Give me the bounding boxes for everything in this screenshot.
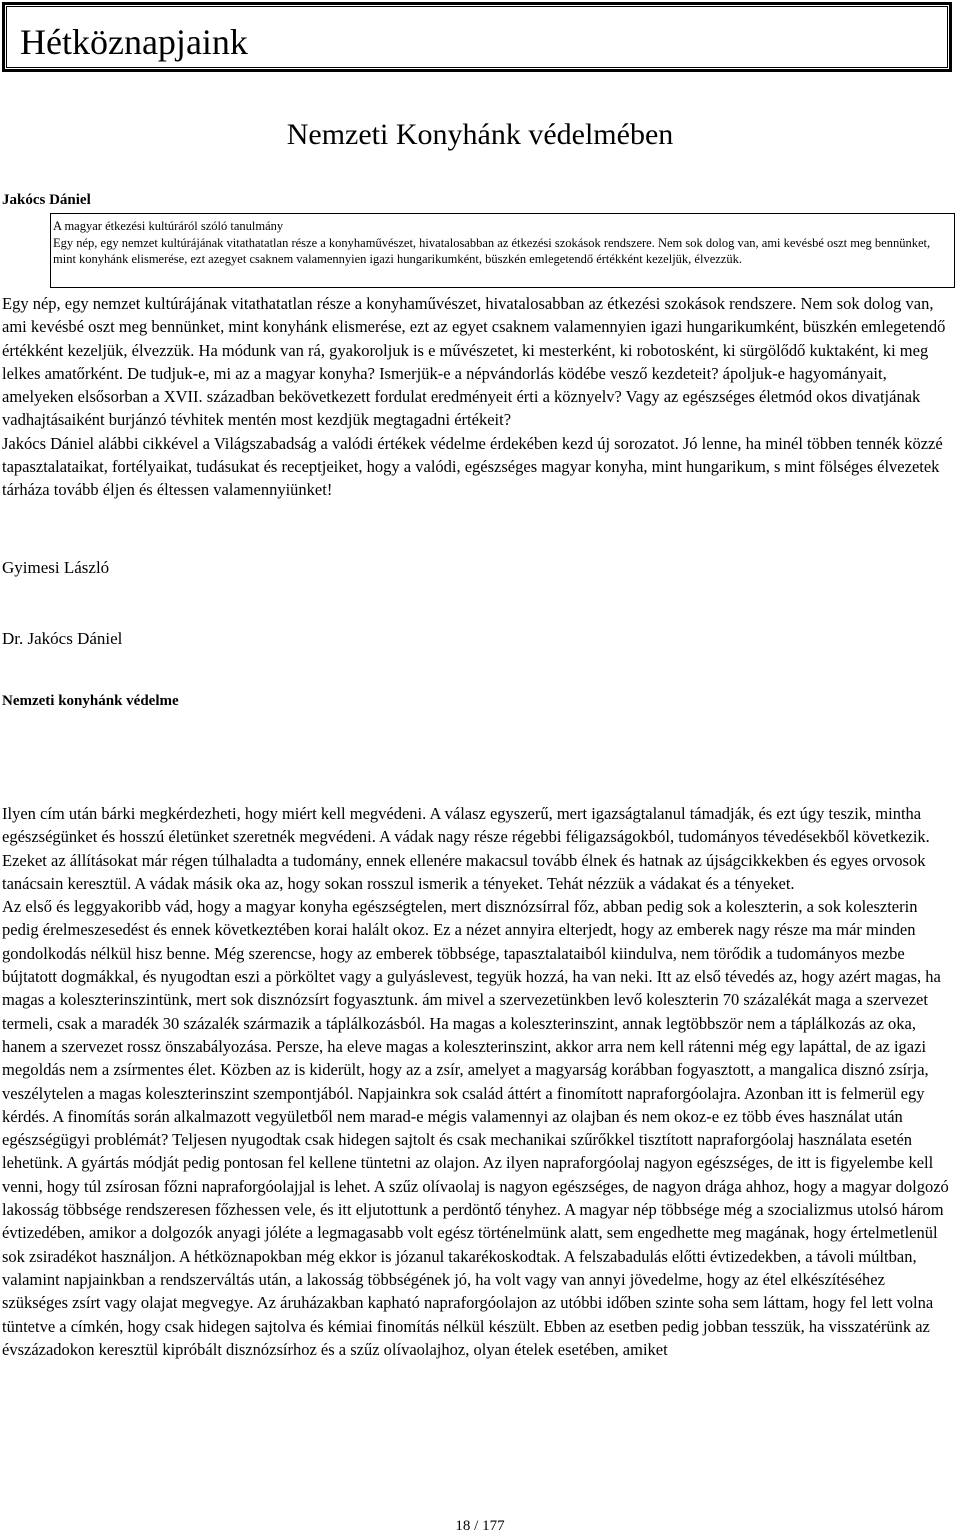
intro-text — [2, 292, 952, 502]
body-paragraph: Az első és leggyakoribb vád, hogy a magyar konyha egészségtelen, mert disznózsírral főz, abban pedig sok a koleszterin, a sok koleszterin pedig érelmeszesedést és ennek következtében korai halált okoz. Ez a nézet annyira elterjedt, hogy az emberek nagy része ma már minden gondolkodás nélkül hisz benne. Még szerencse, hogy az emberek többsége, tapasztalataiból kiindulva, nem törődik a tudományos mezbe bújtatott dogmákkal, és nyugodtan eszi a pörköltet vagy a gulyáslevest, tegyük hozzá, ha van neki. Itt az első tévedés az, hogy azért magas, ha magas a koleszterinszintünk, mert sok disznózsírt fogyasztunk. ám mivel a szervezetünkben levő koleszterin 70 százalékát maga a szervezet termeli, csak a maradék 30 százalék származik a táplálkozásból. Ha magas a koleszterinszint, annak legtöbbször nem a táplálkozás az oka, hanem a szervezet rossz önszabályozása. Persze, ha eleve magas a koleszterinszint, akkor arra nem kell rátenni még egy lapáttal, de az igazi megoldás nem a zsírmentes élet. Közben az is kiderült, hogy az a zsír, amelyet a magyarság korábban fogyasztott, a mangalica disznó zsírja, veszélytelen a magas koleszterinszint szempontjából. Napjainkra sok család áttért a finomított napraforgóolajra. Azonban itt is felmerül egy kérdés. A finomítás során alkalmazott vegyületből nem marad-e mégis valamennyi az olajban és nem okoz-e ez több éves használat után egészségügyi problémát? Teljesen nyugodtak csak hidegen sajtolt és csak mechanikai szűrőkkel tisztított napraforgóolaj használata esetén lehetünk. A gyártás módját pedig pontosan fel kellene tüntetni az olajon. Az ilyen napraforgóolaj nagyon egészséges, de itt is figyelembe kell venni, hogy túl zsírosan főzni napraforgóolajjal is lehet. A szűz olívaolaj is nagyon egészséges, de nagyon drága ahhoz, hogy a magyar dolgozó lakosság többsége rendszeresen főzhessen vele, és itt eljutottunk a perdöntő tényhez. A magyar nép többsége még a szocializmus utolsó három évtizedében, amikor a dolgozók anyagi jóléte a legmagasabb volt egész történelmünk alatt, sem engedhette meg magának, hogy értelmetlenül sok zsiradékot használjon. A hétköznapokban még ekkor is józanul takarékoskodtak. A felszabadulás előtti évtizedekben, a távoli múltban, valamint napjainkban a rendszerváltás után, a lakosság többségének jó, ha volt vagy van annyi jövedelme, hogy az étel elkészítéséhez szükséges zsírt vagy olajat megvegye. Az áruházakban kapható napraforgóolajon az utóbbi időben szinte soha sem láttam, hogy fel lett volna tüntetve a címkén, hogy csak hidegen sajtolva és kémiai finomítás nélkül készült. Ebben az esetben pedig jobban tesszük, ha visszatérünk az évszázadokon keresztül kipróbált disznózsírhoz és a szűz olívaolajhoz, olyan ételek esetében, amiket — [2, 897, 949, 1359]
lead-heading: A magyar étkezési kultúráról szóló tanulmány — [53, 219, 284, 233]
intro-paragraph: Jakócs Dániel alábbi cikkével a Világszabadság a valódi értékek védelme érdekében kezd új sorozatot. Jó lenne, ha minél többen tennék közzé tapasztalataikat, fortélyaikat, tudásukat és receptjeiket, hogy a valódi, egészséges magyar konyha, mint hungarikum, s mint fölséges élvezetek tárháza tovább éljen és éltessen valamennyiünket! — [2, 433, 943, 500]
intro-paragraph: Egy nép, egy nemzet kultúrájának vitathatatlan része a konyhaművészet, hivatalosabban az étkezési szokások rendszere. Nem sok dolog van, ami kevésbé oszt meg bennünket, mint konyhánk elismerése, ezt az egyet csaknem valamennyien igazi hungarikumként, büszkén emlegetendő értékként kezeljük, élvezzük. Ha módunk van rá, gyakoroljuk is e művészetet, ki mesterként, ki robotosként, ki sürgölődő kuktaként, ki meg lelkes amatőrként. De tudjuk-e, mi az a magyar konyha? Ismerjük-e a népvándorlás ködébe vesző kezdeteit? ápoljuk-e hagyományait, amelyeken elsősorban a XVII. században bekövetkezett fordulat eredményeit érti a köznyelv? Vagy az egészséges életmód okos divatjának vadhajtásaiként burjánzó tévhitek mentén most kezdjük megtagadni értékeit? — [2, 294, 946, 430]
page-number: 18 / 177 — [455, 1518, 505, 1534]
section-header — [2, 2, 952, 72]
lead-text: Egy nép, egy nemzet kultúrájának vitathatatlan része a konyhaművészet, hivatalosabban az étkezési szokások rendszere. Nem sok dolog van, ami kevésbé oszt meg bennünket, mint konyhánk elismerése, ezt azegyet csaknem valamennyien igazi hungarikumként, büszkén emlegetendő értékként kezeljük, élvezzük. — [53, 235, 931, 266]
section-title: Hétköznapjaink — [20, 22, 248, 62]
main-text — [2, 802, 952, 1361]
article-subtitle: Nemzeti konyhánk védelme — [2, 693, 179, 709]
body-paragraph: Ilyen cím után bárki megkérdezheti, hogy miért kell megvédeni. A válasz egyszerű, mert igazságtalanul támadják, és ezt úgy teszik, mintha egészségünket és hosszú életünket szeretnék megvédeni. A vádak nagy része régebbi féligazságokból, tudományos tévedésekből következik. Ezeket az állításokat már régen túlhaladta a tudomány, ennek ellenére makacsul tovább élnek és hatnak az újságcikkekben és egyes orvosok tanácsain keresztül. A vádak másik oka az, hogy sokan rosszul ismerik a tényeket. Tehát nézzük a vádakat és a tényeket. — [2, 804, 930, 893]
author-full-name: Dr. Jakócs Dániel — [2, 629, 123, 648]
article-author: Jakócs Dániel — [2, 192, 91, 208]
editor-signature: Gyimesi László — [2, 558, 110, 577]
article-title: Nemzeti Konyhánk védelmében — [286, 118, 674, 151]
lead-box — [50, 213, 955, 288]
